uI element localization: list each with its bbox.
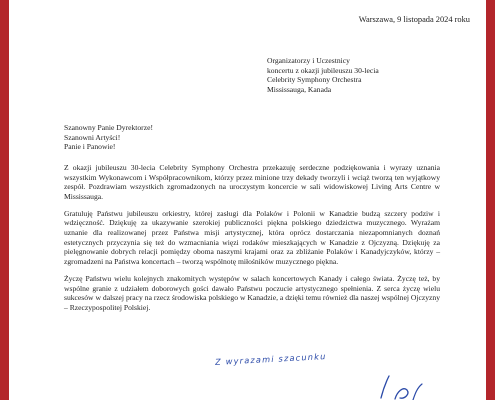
handwritten-signature xyxy=(359,370,439,400)
handwritten-closing: Z wyrazami szacunku xyxy=(214,351,327,367)
recipient-line: Mississauga, Kanada xyxy=(267,84,332,94)
body-paragraph: Gratuluję Państwu jubileuszu orkiestry, której zasługi dla Polaków i Polonii w Kanadzie budzą szczery podziw i wdzięczność. Dziękuję za ukazywanie szerokiej publiczności piękna polskiego dziedzictwa muzycznego. Wyrażam uznanie dla realizowanej przez Państwa misji artystycznej, która oprócz dostarczania niezapomnianych doznań estetycznych przyczynia się też do wzmacniania więzi rodaków mieszkających w Kanadzie z Ojczyzną. Dziękuję za pielęgnowanie dobrych relacji pomiędzy oboma naszymi krajami oraz za zbliżanie Polaków i Kanadyjczyków, którzy – zgromadzeni na Państwa koncertach – tworzą wspólnotę miłośników muzycznego piękna. xyxy=(64,208,440,266)
salutation-line: Szanowni Artyści! xyxy=(64,132,121,142)
body-paragraph: Życzę Państwu wielu kolejnych znakomitych występów w salach koncertowych Kanady i całego świata. Życzę też, by wspólne granie z udziałem doborowych gości dawało Państwu poczucie artystycznego spełnienia. Z serca życzę wielu sukcesów w dalszej pracy na rzecz środowiska polskiego w Kanadzie, a dzięki temu również dla naszej wspólnej Ojczyzny – Rzeczypospolitej Polskiej. xyxy=(64,273,440,312)
letter-page xyxy=(9,0,486,400)
recipient-line: koncertu z okazji jubileuszu 30-lecia xyxy=(267,65,379,75)
recipient-block xyxy=(267,56,379,94)
recipient-line: Organizatorzy i Uczestnicy xyxy=(267,56,350,65)
letter-date: Warszawa, 9 listopada 2024 roku xyxy=(358,15,470,24)
letter-body xyxy=(64,163,440,320)
salutation-line: Szanowny Panie Dyrektorze! xyxy=(64,123,153,132)
salutation-line: Panie i Panowie! xyxy=(64,142,116,152)
salutation-block xyxy=(64,123,153,152)
body-paragraph: Z okazji jubileuszu 30-lecia Celebrity Symphony Orchestra przekazuję serdeczne podziękowania i wyrazy uznania wszystkim Wykonawcom i Współpracownikom, którzy przez minione trzy dekady tworzyli i wciąż tworzą ten wyjątkowy zespół. Pozdrawiam wszystkich zgromadzonych na uroczystym koncercie w sali widowiskowej Living Arts Centre w Mississauga. xyxy=(64,163,440,201)
recipient-line: Celebrity Symphony Orchestra xyxy=(267,75,362,85)
